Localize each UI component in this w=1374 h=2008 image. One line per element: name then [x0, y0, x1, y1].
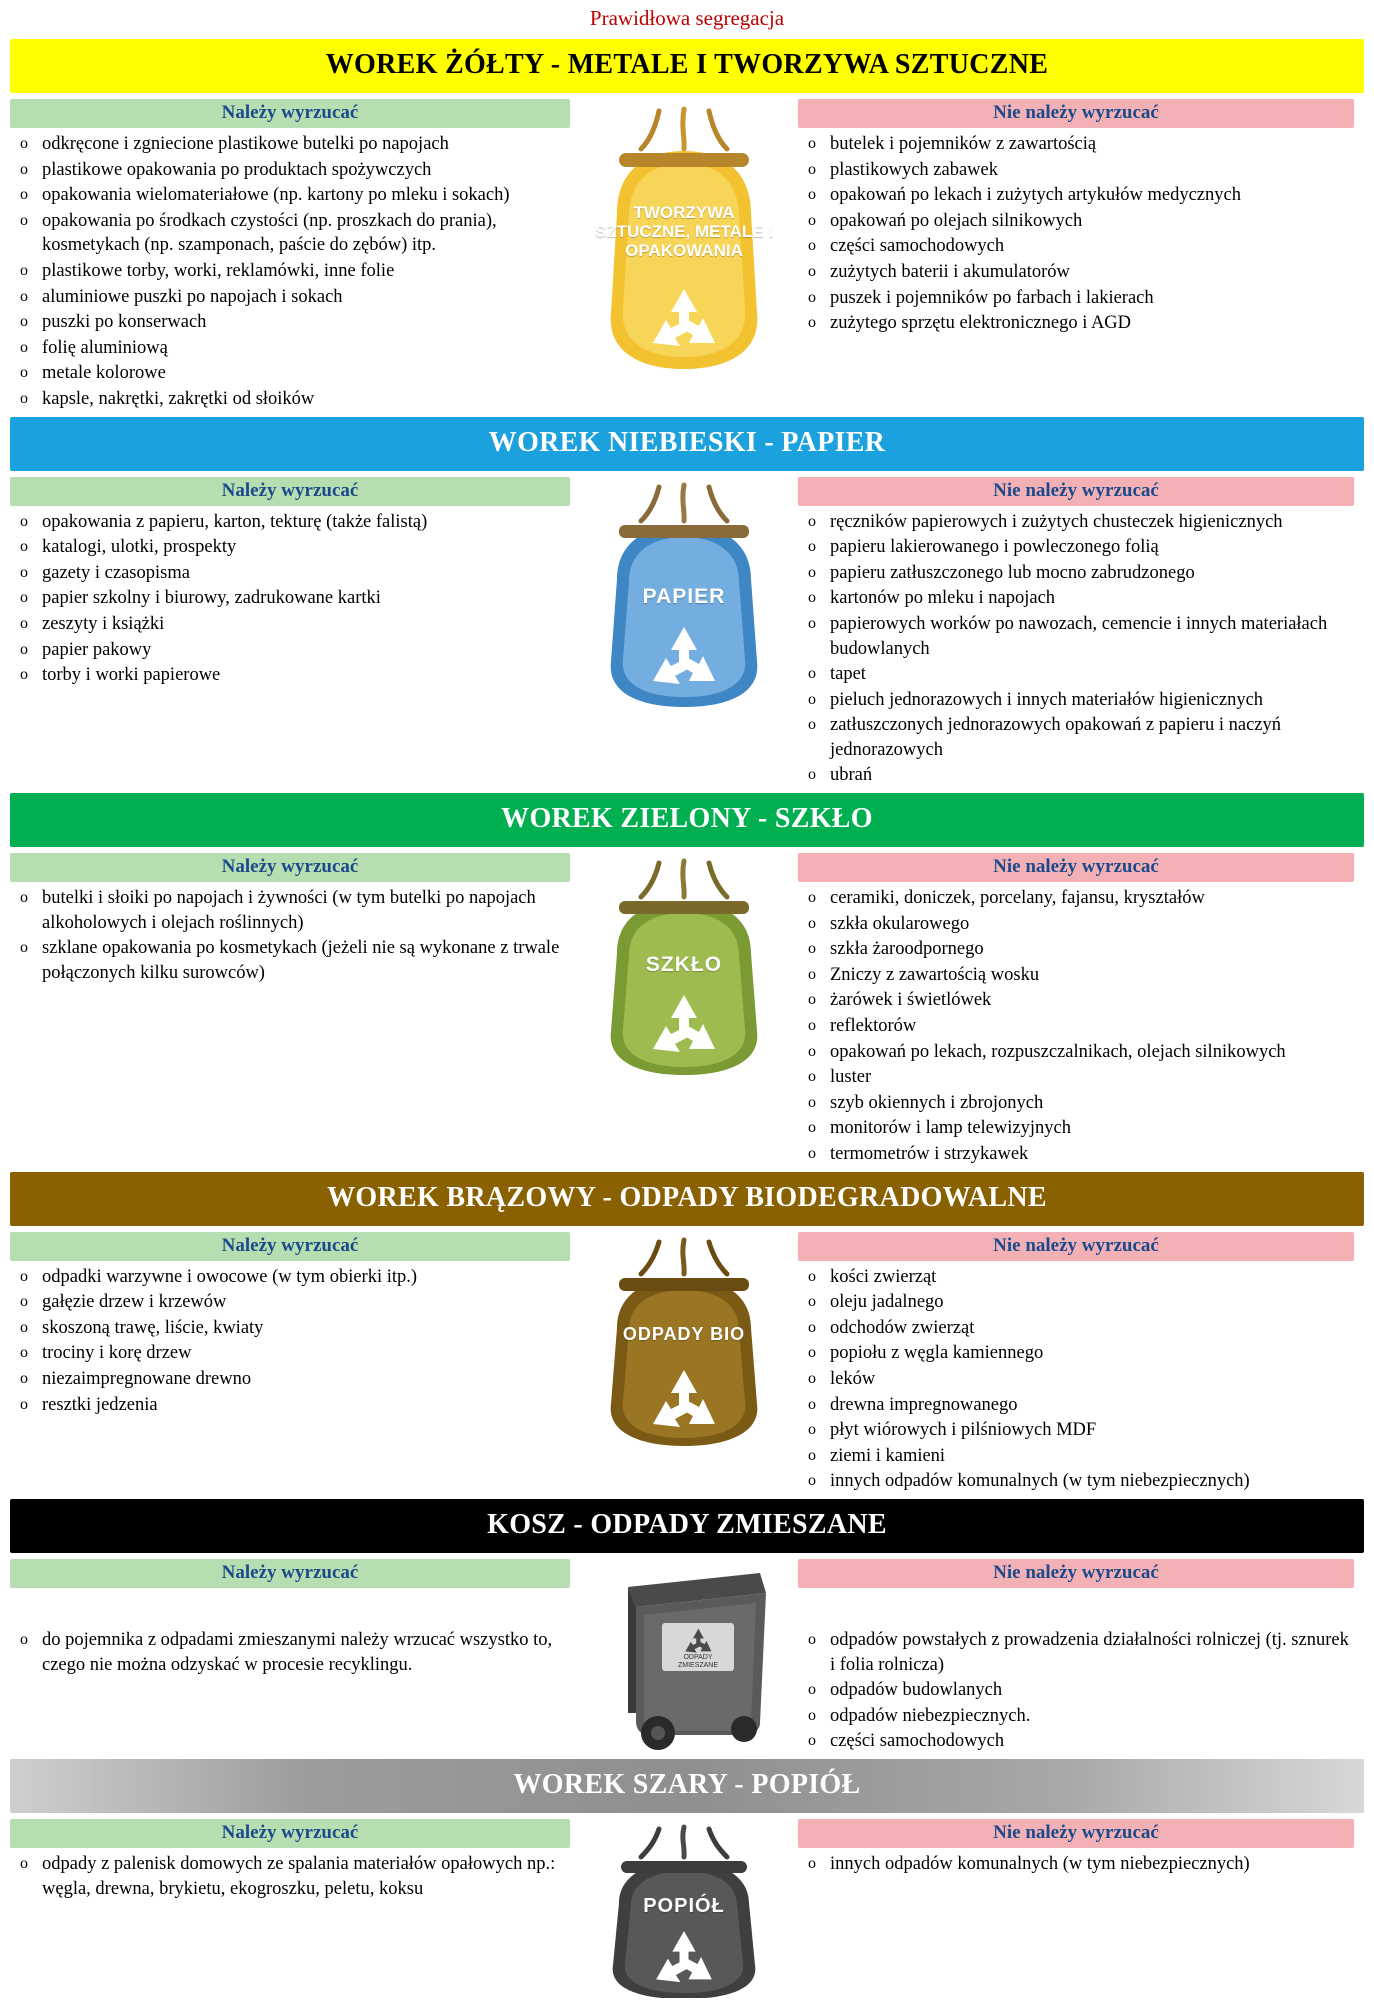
- recycle-icon: [645, 623, 723, 689]
- bag-yellow-label: TWORZYWA SZTUCZNE, METALE I OPAKOWANIA: [594, 203, 774, 261]
- brown-bad-list: [798, 1265, 1354, 1494]
- section-grey: [0, 1819, 1374, 1998]
- mixed-bad-list: [798, 1628, 1354, 1754]
- bad-header: Nie należy wyrzucać: [798, 853, 1354, 882]
- section-blue: [0, 477, 1374, 790]
- list-item: o trociny i korę drzew: [10, 1341, 570, 1366]
- bad-header: Nie należy wyrzucać: [798, 99, 1354, 128]
- list-item: o popiołu z węgla kamiennego: [798, 1341, 1354, 1366]
- band-brown: WOREK BRĄZOWY - ODPADY BIODEGRADOWALNE: [10, 1172, 1364, 1226]
- bag-blue: [589, 481, 779, 711]
- list-item: o papieru lakierowanego i powleczonego folią: [798, 535, 1354, 560]
- bin-black: [584, 1563, 784, 1753]
- list-item: o płyt wiórowych i pilśniowych MDF: [798, 1418, 1354, 1443]
- band-yellow: WOREK ŻÓŁTY - METALE I TWORZYWA SZTUCZNE: [10, 39, 1364, 93]
- list-item: o opakowania wielomateriałowe (np. kartony po mleku i sokach): [10, 183, 570, 208]
- list-item: o opakowania z papieru, karton, tekturę (także falistą): [10, 510, 570, 535]
- blue-good-list: [10, 510, 570, 688]
- list-item: o resztki jedzenia: [10, 1393, 570, 1418]
- list-item: o oleju jadalnego: [798, 1290, 1354, 1315]
- list-item: o tapet: [798, 662, 1354, 687]
- list-item: o butelki i słoiki po napojach i żywności (w tym butelki po napojach alkoholowych i olejach roślinnych): [10, 886, 570, 935]
- list-item: o zeszyty i książki: [10, 612, 570, 637]
- list-item: o ziemi i kamieni: [798, 1444, 1354, 1469]
- bad-header: Nie należy wyrzucać: [798, 1559, 1354, 1588]
- blue-bad-column: [798, 477, 1354, 790]
- list-item: o termometrów i strzykawek: [798, 1142, 1354, 1167]
- list-item: o odpady z palenisk domowych ze spalania materiałów opałowych np.: węgla, drewna, brykietu, ekogroszku, peletu, koksu: [10, 1852, 570, 1901]
- blue-bag-illustration: [570, 477, 798, 711]
- list-item: o kartonów po mleku i napojach: [798, 586, 1354, 611]
- list-item: o innych odpadów komunalnych (w tym niebezpiecznych): [798, 1469, 1354, 1494]
- band-blue: WOREK NIEBIESKI - PAPIER: [10, 417, 1364, 471]
- list-item: o niezaimpregnowane drewno: [10, 1367, 570, 1392]
- list-item: o szkła żaroodpornego: [798, 937, 1354, 962]
- green-bag-illustration: [570, 853, 798, 1079]
- list-item: o kości zwierząt: [798, 1265, 1354, 1290]
- list-item: o ubrań: [798, 763, 1354, 788]
- mixed-good-list: [10, 1628, 570, 1677]
- list-item: o szyb okiennych i zbrojonych: [798, 1091, 1354, 1116]
- list-item: o zużytego sprzętu elektronicznego i AGD: [798, 311, 1354, 336]
- list-item: o innych odpadów komunalnych (w tym niebezpiecznych): [798, 1852, 1354, 1877]
- list-item: o puszki po konserwach: [10, 310, 570, 335]
- bag-blue-label: PAPIER: [642, 584, 726, 608]
- list-item: o puszek i pojemników po farbach i lakierach: [798, 286, 1354, 311]
- grey-bad-column: [798, 1819, 1354, 1878]
- list-item: o aluminiowe puszki po napojach i sokach: [10, 285, 570, 310]
- band-grey: WOREK SZARY - POPIÓŁ: [10, 1759, 1364, 1813]
- list-item: o szkła okularowego: [798, 912, 1354, 937]
- list-item: o odpadów budowlanych: [798, 1678, 1354, 1703]
- yellow-bag-illustration: [570, 99, 798, 375]
- bag-green: [589, 857, 779, 1079]
- bad-header: Nie należy wyrzucać: [798, 1819, 1354, 1848]
- list-item: o szklane opakowania po kosmetykach (jeżeli nie są wykonane z trwale połączonych kilku surowców): [10, 936, 570, 985]
- good-header: Należy wyrzucać: [10, 1819, 570, 1848]
- list-item: o opakowań po lekach, rozpuszczalnikach, olejach silnikowych: [798, 1040, 1354, 1065]
- bad-header: Nie należy wyrzucać: [798, 477, 1354, 506]
- page-title: Prawidłowa segregacja: [589, 6, 785, 30]
- section-mixed: [0, 1559, 1374, 1755]
- yellow-good-list: [10, 132, 570, 412]
- list-item: o papier pakowy: [10, 638, 570, 663]
- list-item: o odkręcone i zgniecione plastikowe butelki po napojach: [10, 132, 570, 157]
- grey-good-list: [10, 1852, 570, 1901]
- grey-bad-list: [798, 1852, 1354, 1877]
- green-bad-list: [798, 886, 1354, 1167]
- good-header: Należy wyrzucać: [10, 1559, 570, 1588]
- list-item: o gazety i czasopisma: [10, 561, 570, 586]
- list-item: o odpadki warzywne i owocowe (w tym obierki itp.): [10, 1265, 570, 1290]
- green-good-list: [10, 886, 570, 985]
- list-item: o do pojemnika z odpadami zmieszanymi należy wrzucać wszystko to, czego nie można odzyskać w procesie recyklingu.: [10, 1628, 570, 1677]
- list-item: o Zniczy z zawartością wosku: [798, 963, 1354, 988]
- recycle-icon: [645, 991, 723, 1057]
- grey-bag-illustration: [570, 1819, 798, 1998]
- blue-good-column: [10, 477, 570, 689]
- brown-good-column: [10, 1232, 570, 1419]
- mixed-bin-illustration: [570, 1559, 798, 1753]
- list-item: o części samochodowych: [798, 234, 1354, 259]
- list-item: o torby i worki papierowe: [10, 663, 570, 688]
- recycle-icon: [645, 285, 723, 351]
- list-item: o opakowań po olejach silnikowych: [798, 209, 1354, 234]
- brown-bad-column: [798, 1232, 1354, 1495]
- bag-yellow: [589, 103, 779, 375]
- green-good-column: [10, 853, 570, 986]
- bad-header: Nie należy wyrzucać: [798, 1232, 1354, 1261]
- list-item: o metale kolorowe: [10, 361, 570, 386]
- yellow-bad-column: [798, 99, 1354, 337]
- list-item: o zatłuszczonych jednorazowych opakowań z papieru i naczyń jednorazowych: [798, 713, 1354, 762]
- bag-brown-label: ODPADY BIO: [622, 1323, 746, 1344]
- band-green: WOREK ZIELONY - SZKŁO: [10, 793, 1364, 847]
- good-header: Należy wyrzucać: [10, 99, 570, 128]
- svg-text:ODPADY: ODPADY: [683, 1653, 713, 1661]
- list-item: o części samochodowych: [798, 1729, 1354, 1754]
- green-bad-column: [798, 853, 1354, 1168]
- list-item: o papieru zatłuszczonego lub mocno zabrudzonego: [798, 561, 1354, 586]
- bag-grey-label: POPIÓŁ: [643, 1894, 725, 1917]
- list-item: o reflektorów: [798, 1014, 1354, 1039]
- brown-bag-illustration: [570, 1232, 798, 1451]
- mixed-good-column: [10, 1559, 570, 1678]
- recycle-icon: [645, 1366, 723, 1432]
- list-item: o gałęzie drzew i krzewów: [10, 1290, 570, 1315]
- brown-good-list: [10, 1265, 570, 1418]
- recycle-icon: [649, 1927, 719, 1987]
- bin-black-svg: [584, 1563, 784, 1753]
- band-black: KOSZ - ODPADY ZMIESZANE: [10, 1499, 1364, 1553]
- list-item: o folię aluminiową: [10, 336, 570, 361]
- mixed-bad-column: [798, 1559, 1354, 1755]
- list-item: o pieluch jednorazowych i innych materiałów higienicznych: [798, 688, 1354, 713]
- bag-grey: [589, 1823, 779, 1998]
- list-item: o drewna impregnowanego: [798, 1393, 1354, 1418]
- list-item: o odpadów powstałych z prowadzenia działalności rolniczej (tj. sznurek i folia rolnicza): [798, 1628, 1354, 1677]
- good-header: Należy wyrzucać: [10, 477, 570, 506]
- section-green: [0, 853, 1374, 1168]
- list-item: o plastikowe torby, worki, reklamówki, inne folie: [10, 259, 570, 284]
- list-item: o odpadów niebezpiecznych.: [798, 1704, 1354, 1729]
- list-item: o zużytych baterii i akumulatorów: [798, 260, 1354, 285]
- list-item: o butelek i pojemników z zawartością: [798, 132, 1354, 157]
- bag-green-label: SZKŁO: [645, 953, 723, 977]
- list-item: o żarówek i świetlówek: [798, 988, 1354, 1013]
- list-item: o ceramiki, doniczek, porcelany, fajansu, kryształów: [798, 886, 1354, 911]
- list-item: o luster: [798, 1065, 1354, 1090]
- section-yellow: [0, 99, 1374, 413]
- list-item: o plastikowe opakowania po produktach spożywczych: [10, 158, 570, 183]
- list-item: o papier szkolny i biurowy, zadrukowane kartki: [10, 586, 570, 611]
- bag-brown: [589, 1236, 779, 1451]
- grey-good-column: [10, 1819, 570, 1902]
- good-header: Należy wyrzucać: [10, 853, 570, 882]
- list-item: o opakowań po lekach i zużytych artykułów medycznych: [798, 183, 1354, 208]
- list-item: o ręczników papierowych i zużytych chusteczek higienicznych: [798, 510, 1354, 535]
- list-item: o skoszoną trawę, liście, kwiaty: [10, 1316, 570, 1341]
- yellow-bad-list: [798, 132, 1354, 336]
- list-item: o plastikowych zabawek: [798, 158, 1354, 183]
- list-item: o monitorów i lamp telewizyjnych: [798, 1116, 1354, 1141]
- blue-bad-list: [798, 510, 1354, 789]
- svg-text:ZMIESZANE: ZMIESZANE: [677, 1661, 719, 1669]
- list-item: o katalogi, ulotki, prospekty: [10, 535, 570, 560]
- list-item: o leków: [798, 1367, 1354, 1392]
- list-item: o papierowych worków po nawozach, cemencie i innych materiałach budowlanych: [798, 612, 1354, 661]
- list-item: o odchodów zwierząt: [798, 1316, 1354, 1341]
- list-item: o kapsle, nakrętki, zakrętki od słoików: [10, 387, 570, 412]
- list-item: o opakowania po środkach czystości (np. proszkach do prania), kosmetykach (np. szamponach, paście do zębów) itp.: [10, 209, 570, 258]
- good-header: Należy wyrzucać: [10, 1232, 570, 1261]
- section-brown: [0, 1232, 1374, 1495]
- yellow-good-column: [10, 99, 570, 413]
